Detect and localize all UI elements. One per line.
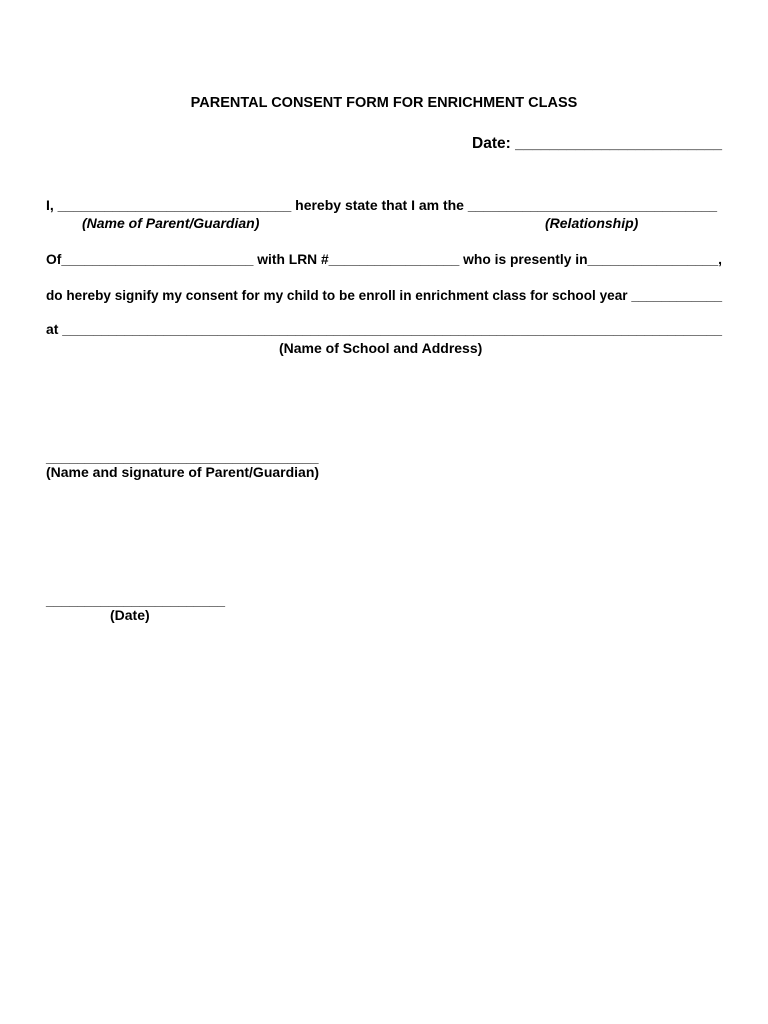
signature-line: ___________________________________ <box>46 449 319 465</box>
signature-caption: (Name and signature of Parent/Guardian) <box>46 464 320 480</box>
school-line: at _____________________________________________________________________________________ <box>46 321 723 337</box>
sign-date-line: _______________________ <box>46 592 226 608</box>
parent-name-caption: (Name of Parent/Guardian) <box>82 215 260 231</box>
school-caption: (Name of School and Address) <box>279 340 483 356</box>
child-lrn-line: Of_________________________ with LRN #_________________ who is presently in_________________, <box>46 251 722 267</box>
sign-date-caption: (Date) <box>110 607 150 623</box>
parent-relationship-line: I, ______________________________ hereby state that I am the ________________________________ <box>46 197 718 213</box>
consent-statement-line: do hereby signify my consent for my child to be enroll in enrichment class for school year ____________ <box>46 287 723 303</box>
form-title: PARENTAL CONSENT FORM FOR ENRICHMENT CLASS <box>190 95 578 111</box>
date-field: Date: ________________________ <box>472 135 722 152</box>
relationship-caption: (Relationship) <box>545 215 639 231</box>
